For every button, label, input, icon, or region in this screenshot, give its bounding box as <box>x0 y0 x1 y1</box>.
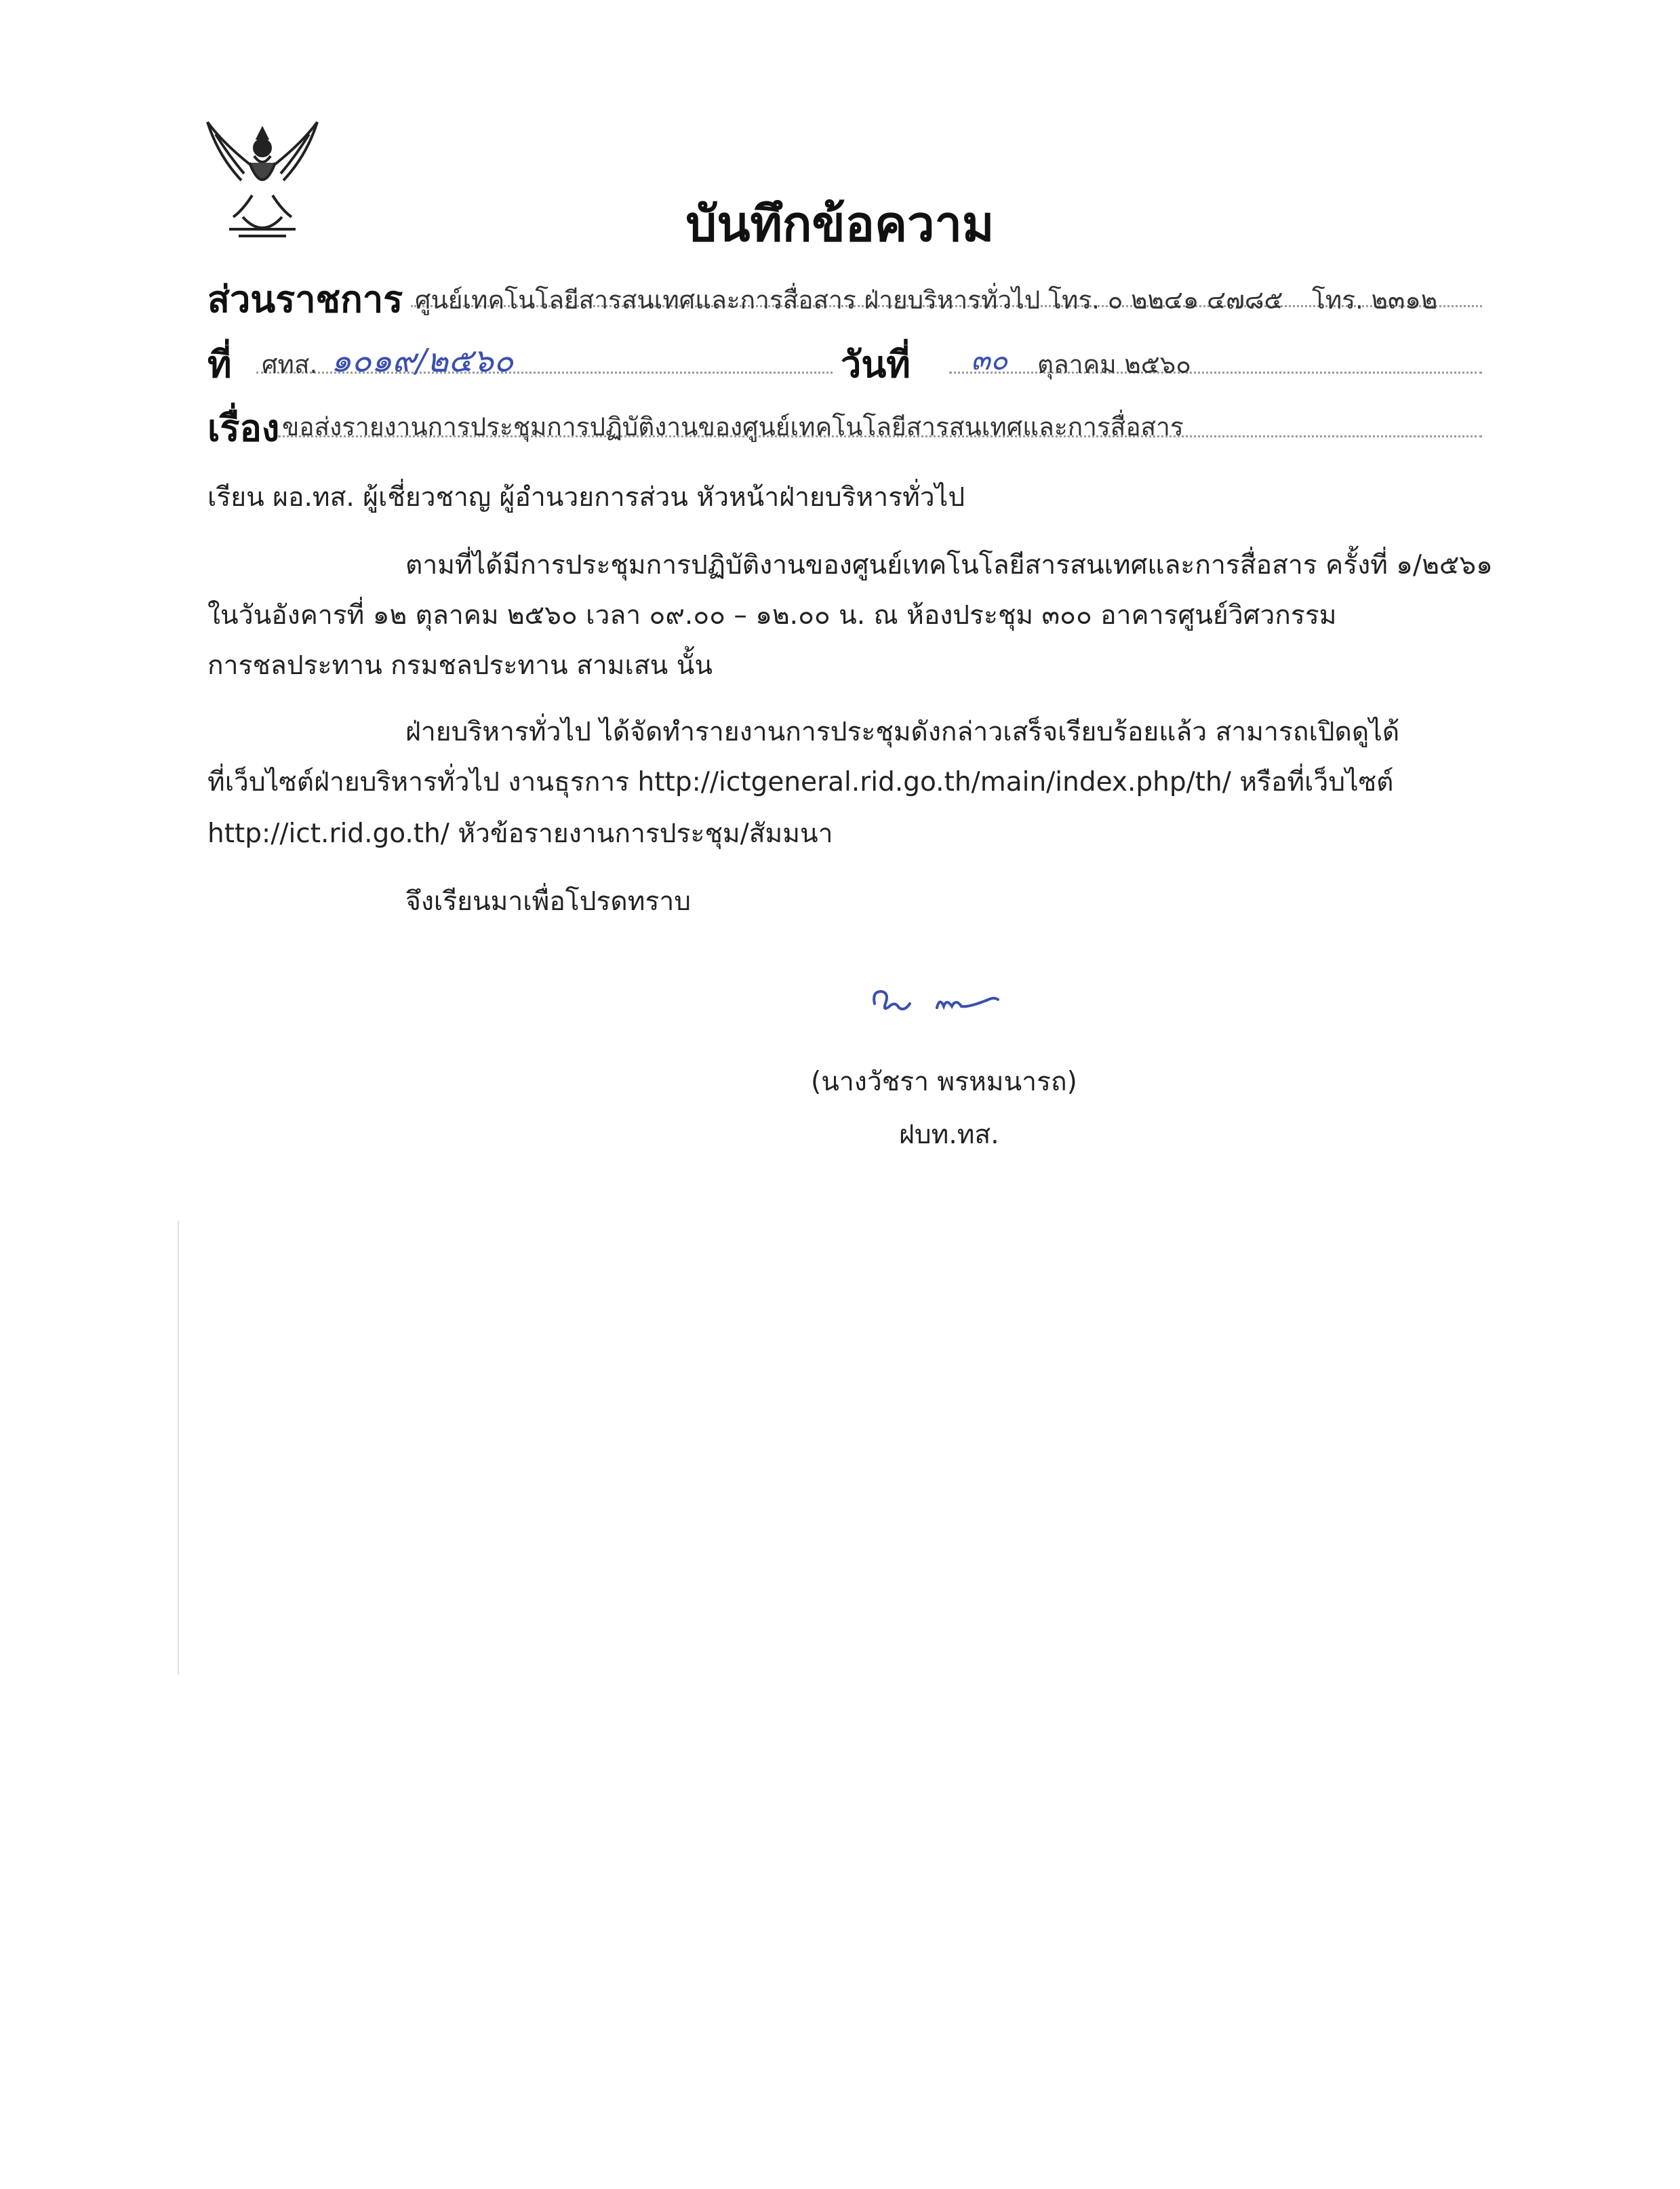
closing-line: จึงเรียนมาเพื่อโปรดทราบ <box>405 886 692 917</box>
paragraph2-line3: http://ict.rid.go.th/ หัวข้อรายงานการประชุม/สัมมนา <box>207 819 833 849</box>
subject-label: เรื่อง <box>207 407 280 450</box>
paragraph1-line1: ตามที่ได้มีการประชุมการปฏิบัติงานของศูนย์เทคโนโลยีสารสนเทศและการสื่อสาร ครั้งที่ ๑/๒๕๖๑ <box>405 550 1493 580</box>
scan-margin-line <box>178 1221 179 1675</box>
paragraph2-line2: ที่เว็บไซต์ฝ่ายบริหารทั่วไป งานธุรการ http://ictgeneral.rid.go.th/main/index.php/th/ หรือที่เว็บไซต์ <box>207 767 1394 797</box>
reference-prefix: ศทส. <box>262 350 318 379</box>
agency-value: ศูนย์เทคโนโลยีสารสนเทศและการสื่อสาร ฝ่ายบริหารทั่วไป โทร. ๐ ๒๒๔๑ ๔๗๘๕ <box>415 285 1283 315</box>
agency-label: ส่วนราชการ <box>207 278 403 321</box>
handwritten-signature <box>869 977 1032 1024</box>
date-day-handwritten: ๓๐ <box>971 343 1008 376</box>
memo-title: บันทึกข้อความ <box>685 195 995 252</box>
paragraph2-line1: ฝ่ายบริหารทั่วไป ได้จัดทำรายงานการประชุมดังกล่าวเสร็จเรียบร้อยแล้ว สามารถเปิดดูได้ <box>405 717 1400 747</box>
paragraph1-line2: ในวันอังคารที่ ๑๒ ตุลาคม ๒๕๖๐ เวลา ๐๙.๐๐ – ๑๒.๐๐ น. ณ ห้องประชุม ๓๐๐ อาคารศูนย์วิศวกรรม <box>207 600 1337 631</box>
salutation: เรียน ผอ.ทส. ผู้เชี่ยวชาญ ผู้อำนวยการส่วน หัวหน้าฝ่ายบริหารทั่วไป <box>207 482 965 513</box>
date-month-year: ตุลาคม ๒๕๖๐ <box>1037 350 1191 379</box>
date-label: วันที่ <box>841 343 911 386</box>
agency-extension: โทร. ๒๓๑๒ <box>1312 285 1438 315</box>
date-dotted-line <box>949 372 1482 374</box>
signer-position: ฝบท.ทส. <box>899 1120 999 1150</box>
reference-number-handwritten: ๑๐๑๙/๒๕๖๐ <box>331 342 514 380</box>
subject-value: ขอส่งรายงานการประชุมการปฏิบัติงานของศูนย์เทคโนโลยีสารสนเทศและการสื่อสาร <box>282 412 1184 441</box>
reference-label: ที่ <box>207 343 232 386</box>
paragraph1-line3: การชลประทาน กรมชลประทาน สามเสน นั้น <box>207 650 713 681</box>
signer-name: (นางวัชรา พรหมนารถ) <box>811 1067 1077 1097</box>
